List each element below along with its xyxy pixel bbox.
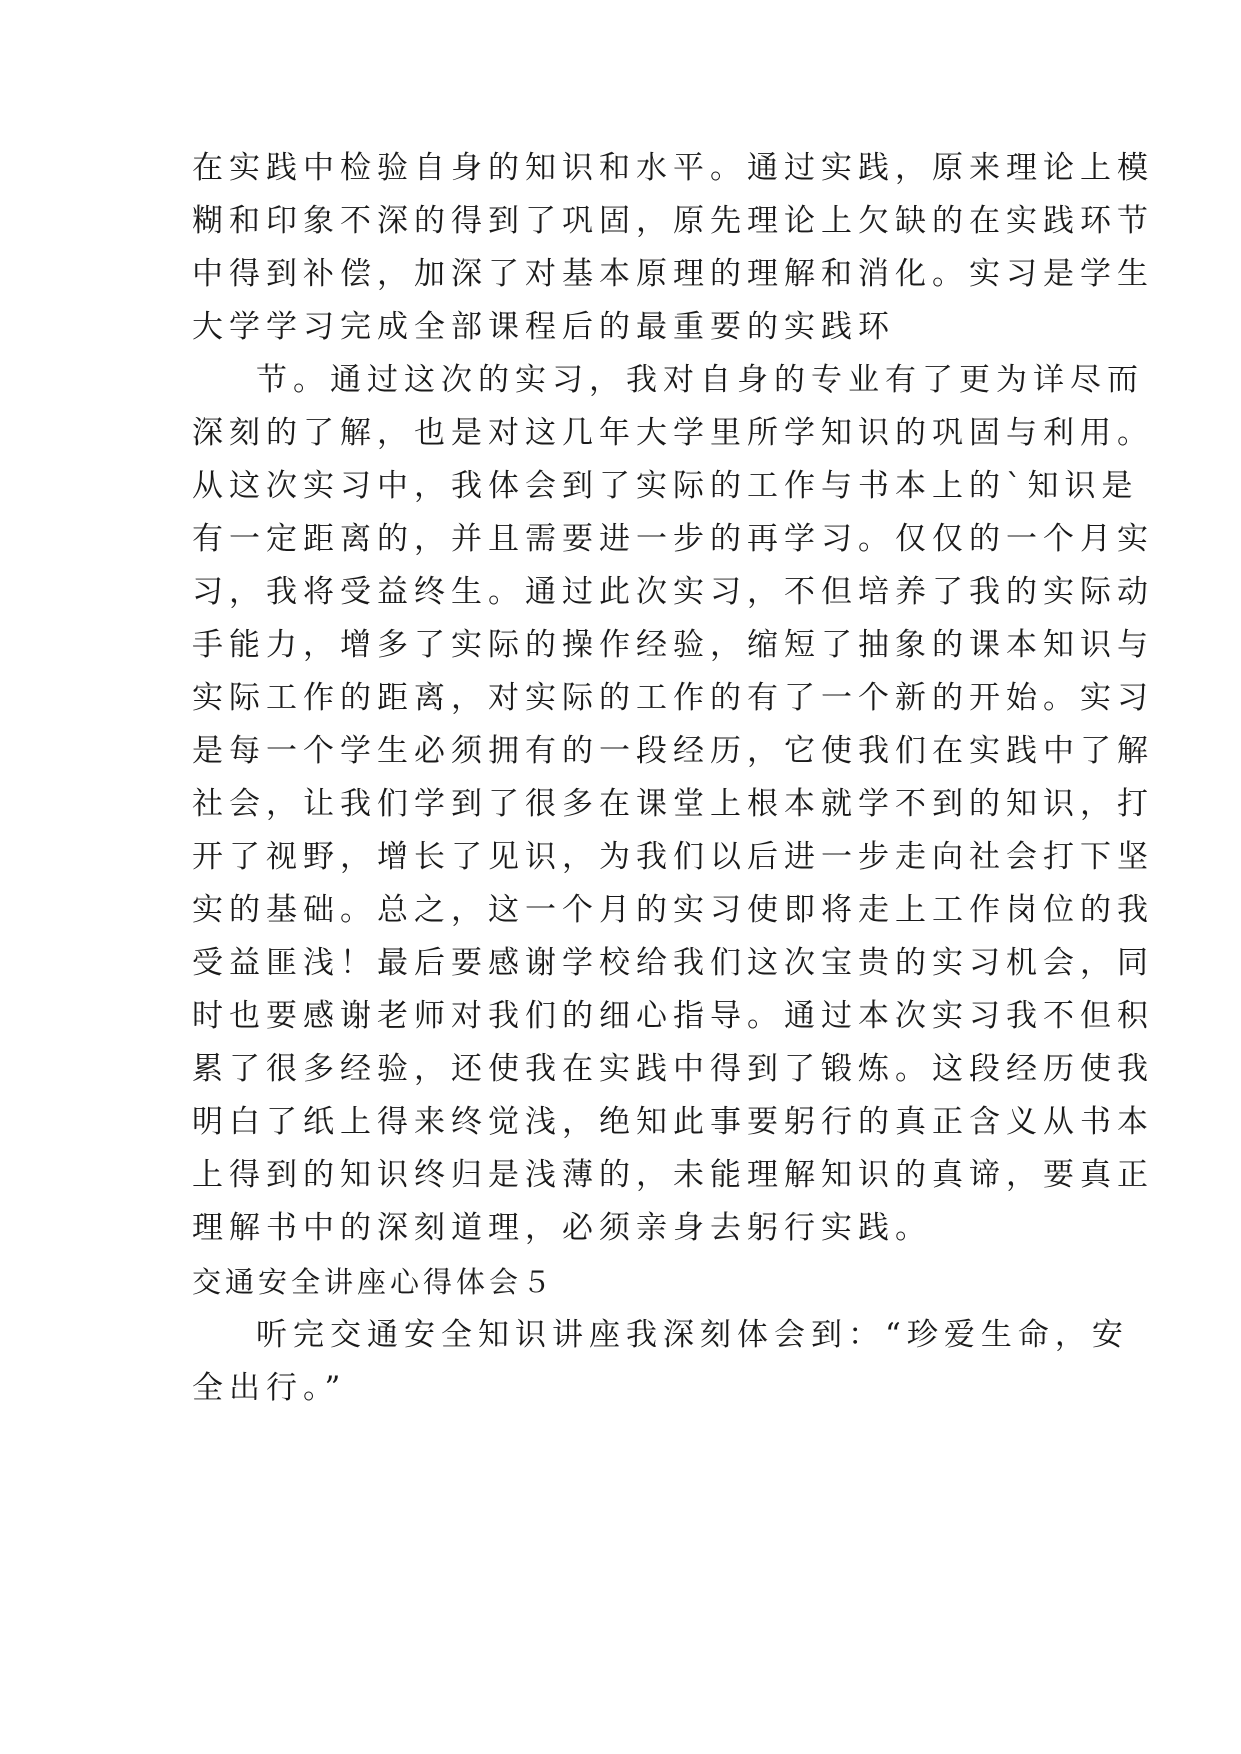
paragraph-line: 听完交通安全知识讲座我深刻体会到：“珍爱生命，安: [256, 1317, 1129, 1353]
paragraph-line: 在实践中检验自身的知识和水平。通过实践，原来理论上模: [192, 150, 1154, 186]
paragraph-line: 从这次实习中，我体会到了实际的工作与书本上的`知识是: [192, 468, 1139, 504]
paragraph-line: 全出行。”: [192, 1370, 347, 1406]
paragraph-line: 累了很多经验，还使我在实践中得到了锻炼。这段经历使我: [192, 1051, 1154, 1087]
paragraph-line: 上得到的知识终归是浅薄的，未能理解知识的真谛，要真正: [192, 1157, 1154, 1193]
paragraph-line: 糊和印象不深的得到了巩固，原先理论上欠缺的在实践环节: [192, 203, 1154, 239]
section-heading: 交通安全讲座心得体会５: [192, 1265, 556, 1299]
paragraph-line: 实的基础。总之，这一个月的实习使即将走上工作岗位的我: [192, 892, 1154, 928]
paragraph-line: 手能力，增多了实际的操作经验，缩短了抽象的课本知识与: [192, 627, 1154, 663]
paragraph-line: 是每一个学生必须拥有的一段经历，它使我们在实践中了解: [192, 733, 1154, 769]
paragraph-line: 习，我将受益终生。通过此次实习，不但培养了我的实际动: [192, 574, 1154, 610]
paragraph-line: 时也要感谢老师对我们的细心指导。通过本次实习我不但积: [192, 998, 1154, 1034]
paragraph-line: 开了视野，增长了见识，为我们以后进一步走向社会打下坚: [192, 839, 1154, 875]
paragraph-line: 受益匪浅！最后要感谢学校给我们这次宝贵的实习机会，同: [192, 945, 1154, 981]
paragraph-line: 有一定距离的，并且需要进一步的再学习。仅仅的一个月实: [192, 521, 1154, 557]
paragraph-line: 社会，让我们学到了很多在课堂上根本就学不到的知识，打: [192, 786, 1154, 822]
paragraph-line: 理解书中的深刻道理，必须亲身去躬行实践。: [192, 1210, 932, 1246]
paragraph-line: 深刻的了解，也是对这几年大学里所学知识的巩固与利用。: [192, 415, 1154, 451]
paragraph-line: 大学学习完成全部课程后的最重要的实践环: [192, 309, 895, 345]
paragraph-line: 中得到补偿，加深了对基本原理的理解和消化。实习是学生: [192, 256, 1154, 292]
paragraph-line: 实际工作的距离，对实际的工作的有了一个新的开始。实习: [192, 680, 1154, 716]
paragraph-line: 明白了纸上得来终觉浅，绝知此事要躬行的真正含义从书本: [192, 1104, 1154, 1140]
paragraph-line: 节。通过这次的实习，我对自身的专业有了更为详尽而: [256, 362, 1144, 398]
